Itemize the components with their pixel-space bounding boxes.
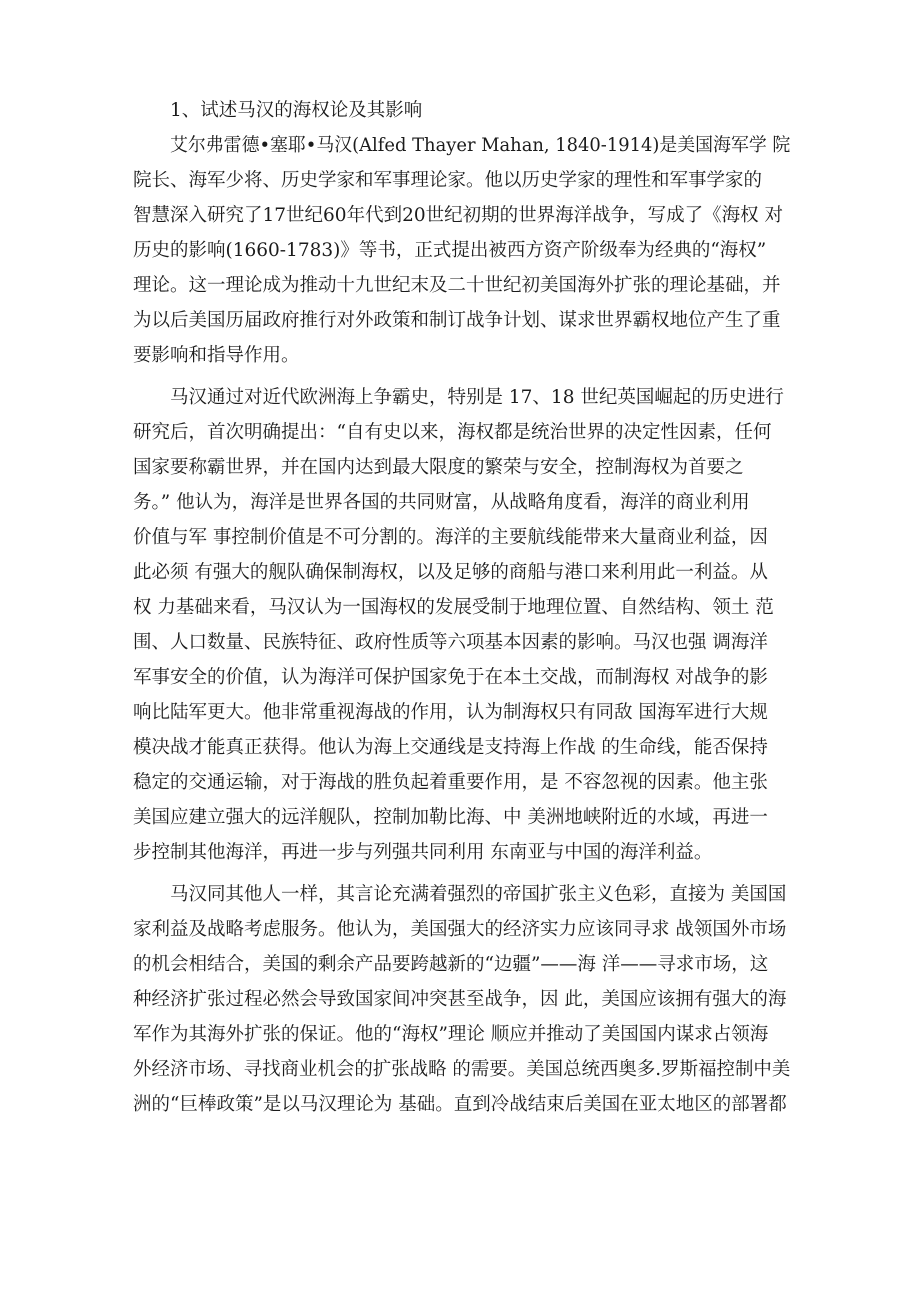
text-line: 外经济市场、寻找商业机会的扩张战略 的需要。美国总统西奥多.罗斯福控制中美	[133, 1059, 791, 1080]
text-line: 军作为其海外扩张的保证。他的“海权”理论 顺应并推动了美国国内谋求占领海	[133, 1024, 769, 1045]
text-line: 美国应建立强大的远洋舰队，控制加勒比海、中 美洲地峡附近的水域，再进一	[133, 807, 768, 828]
text-line: 响比陆军更大。他非常重视海战的作用，认为制海权只有同敌 国海军进行大规	[133, 702, 768, 723]
text-line: 马汉通过对近代欧洲海上争霸史，特别是 17、18 世纪英国崛起的历史进行	[170, 387, 784, 408]
text-line: 院长、海军少将、历史学家和军事理论家。他以历史学家的理性和军事学家的	[133, 170, 763, 191]
text-line: 艾尔弗雷德•塞耶•马汉(Alfed Thayer Mahan, 1840-1914)是美国海军学 院	[170, 135, 791, 156]
text-line: 步控制其他海洋，再进一步与列强共同利用 东南亚与中国的海洋利益。	[133, 842, 713, 863]
text-line: 理论。这一理论成为推动十九世纪末及二十世纪初美国海外扩张的理论基础，并	[133, 275, 781, 296]
text-line: 稳定的交通运输，对于海战的胜负起着重要作用，是 不容忽视的因素。他主张	[133, 772, 768, 793]
text-line: 价值与军 事控制价值是不可分割的。海洋的主要航线能带来大量商业利益，因	[133, 527, 768, 548]
text-line: 种经济扩张过程必然会导致国家间冲突甚至战争，因 此，美国应该拥有强大的海	[133, 989, 787, 1010]
text-line: 此必须 有强大的舰队确保制海权，以及足够的商船与港口来利用此一利益。从	[133, 562, 768, 583]
text-line: 军事安全的价值，认为海洋可保护国家免于在本土交战，而制海权 对战争的影	[133, 667, 768, 688]
text-line: 模决战才能真正获得。他认为海上交通线是支持海上作战 的生命线，能否保持	[133, 737, 768, 758]
section-heading: 1、试述马汉的海权论及其影响	[170, 100, 423, 121]
text-line: 马汉同其他人一样，其言论充满着强烈的帝国扩张主义色彩，直接为 美国国	[170, 884, 787, 905]
text-line: 历史的影响(1660-1783)》等书，正式提出被西方资产阶级奉为经典的“海权”	[133, 240, 767, 261]
text-line: 洲的“巨棒政策”是以马汉理论为 基础。直到冷战结束后美国在亚太地区的部署都	[133, 1094, 787, 1115]
text-line: 围、人口数量、民族特征、政府性质等六项基本因素的影响。马汉也强 调海洋	[133, 632, 768, 653]
text-line: 权 力基础来看，马汉认为一国海权的发展受制于地理位置、自然结构、领土 范	[133, 597, 774, 618]
text-line: 要影响和指导作用。	[133, 345, 300, 366]
text-line: 为以后美国历届政府推行对外政策和制订战争计划、谋求世界霸权地位产生了重	[133, 310, 781, 331]
text-line: 研究后，首次明确提出：“自有史以来，海权都是统治世界的决定性因素，任何	[133, 422, 772, 443]
text-line: 智慧深入研究了17世纪60年代到20世纪初期的世界海洋战争，写成了《海权 对	[133, 205, 784, 226]
text-line: 国家要称霸世界，并在国内达到最大限度的繁荣与安全，控制海权为首要之	[133, 457, 744, 478]
text-line: 的机会相结合，美国的剩余产品要跨越新的“边疆”——海 洋——寻求市场，这	[133, 954, 769, 975]
text-line: 务。” 他认为，海洋是世界各国的共同财富，从战略角度看，海洋的商业利用	[133, 492, 750, 513]
text-line: 家利益及战略考虑服务。他认为，美国强大的经济实力应该同寻求 战领国外市场	[133, 919, 787, 940]
